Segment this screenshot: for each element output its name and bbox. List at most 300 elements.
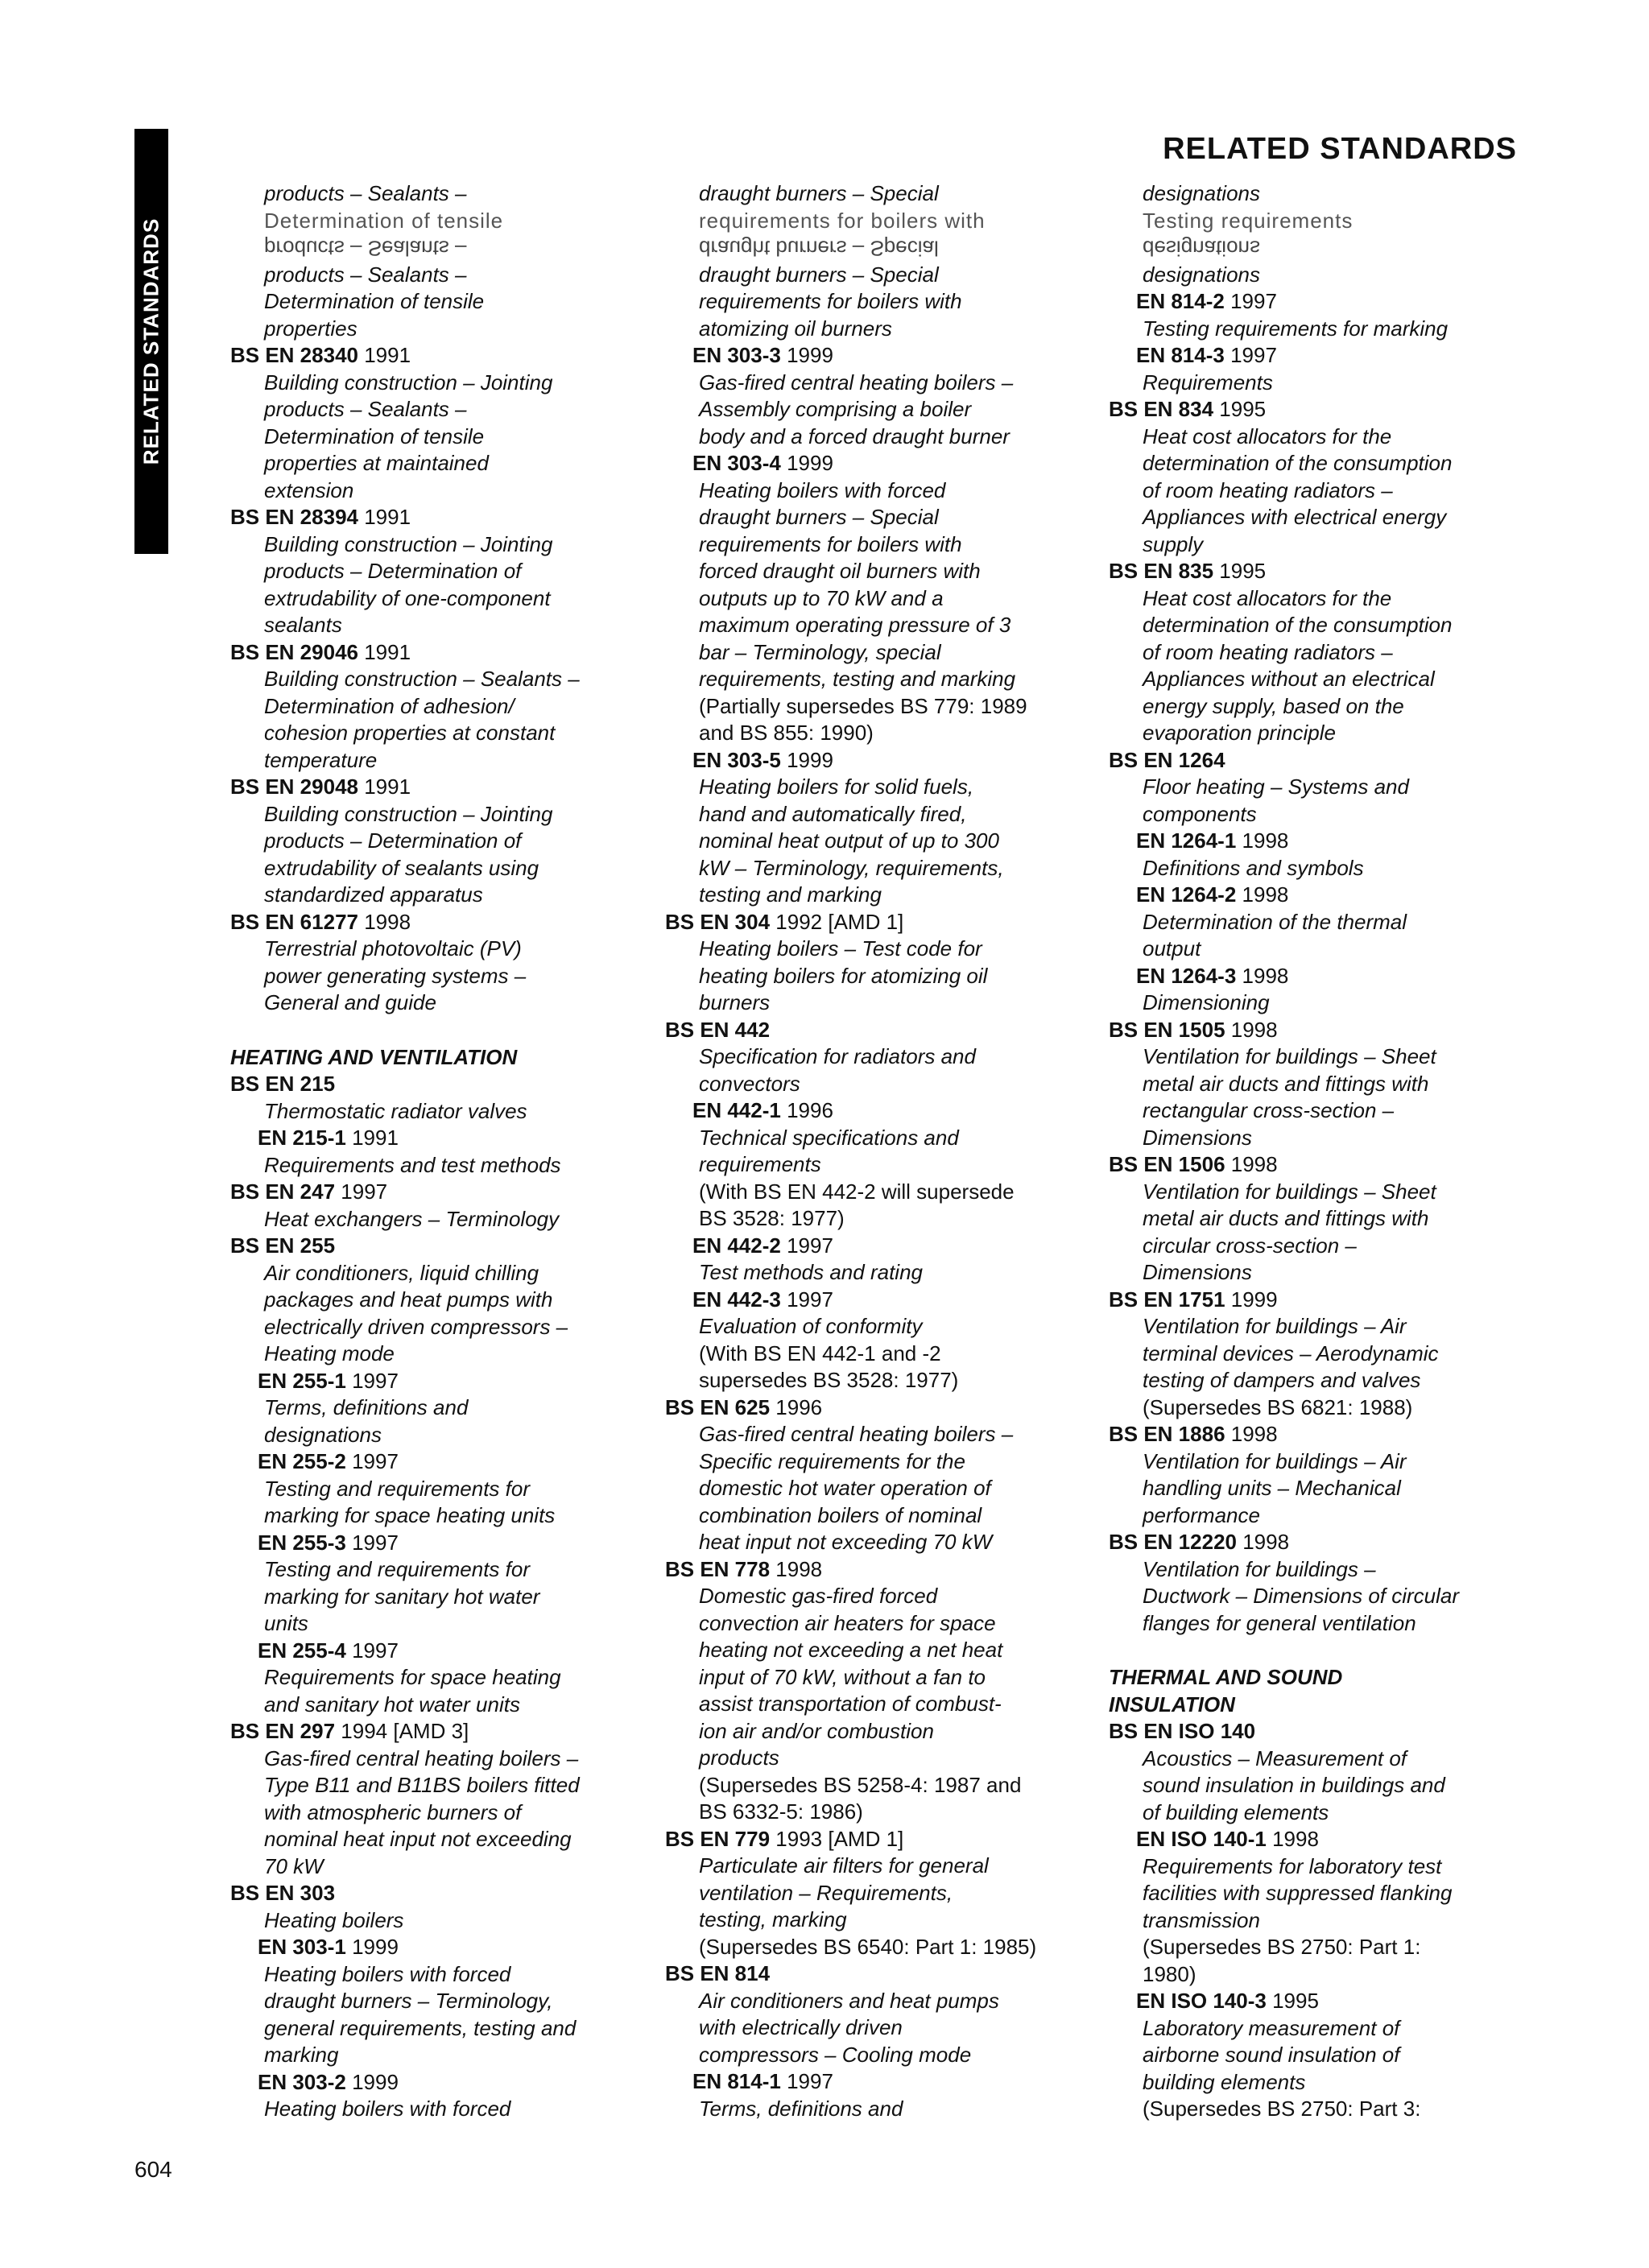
title-text: Specification for radiators and (699, 1044, 976, 1068)
title-text: of room heating radiators – (1143, 477, 1393, 502)
sub-standard-code (1109, 963, 1544, 990)
code: EN 303-3 (692, 343, 781, 367)
mirrored-text-content: products – Sealants – (264, 236, 467, 261)
title-text: temperature (264, 747, 378, 772)
year: 1998 (1225, 1422, 1278, 1446)
title-text: Definitions and symbols (1143, 855, 1364, 880)
standard-code (230, 504, 665, 531)
title-text: metal air ducts and fittings with (1143, 1071, 1429, 1096)
sub-standard-code (665, 747, 1100, 775)
title-text: Dimensions (1143, 1260, 1252, 1284)
title-text: terminal devices – Aerodynamic (1143, 1341, 1439, 1365)
title-text: energy supply, based on the (1143, 693, 1404, 718)
note-text: (Supersedes BS 6821: 1988) (1143, 1394, 1413, 1419)
year: 1997 (1224, 343, 1277, 367)
title-text: Domestic gas-fired forced (699, 1584, 938, 1608)
title-text: nominal heat output of up to 300 (699, 828, 999, 853)
side-tab (134, 129, 168, 554)
standard-code (230, 1718, 665, 1745)
title-text: properties (264, 316, 357, 341)
title-text: Testing requirements for marking (1143, 316, 1449, 341)
standard-code (665, 1556, 1100, 1584)
code: BS EN 1506 (1109, 1152, 1225, 1176)
code: EN 442-3 (692, 1287, 781, 1312)
title-text: General and guide (264, 990, 436, 1014)
sub-standard-code (230, 1368, 665, 1395)
title-text: heating not exceeding a net heat (699, 1638, 1003, 1662)
title-text: hand and automatically fired, (699, 801, 967, 826)
title-text: products – Sealants – (264, 262, 467, 287)
mirrored-text (1109, 234, 1544, 262)
code: BS EN 297 (230, 1719, 336, 1743)
title-text: Air conditioners, liquid chilling (264, 1260, 539, 1285)
standard-code (230, 1179, 665, 1206)
year: 1998 (770, 1556, 823, 1581)
section-heading: INSULATION (1109, 1692, 1235, 1716)
title-text: power generating systems – (264, 963, 527, 988)
standard-code (665, 909, 1100, 936)
year: 1991 (345, 1126, 399, 1150)
title-text: Ventilation for buildings – Sheet (1143, 1179, 1436, 1204)
code: EN 303-2 (258, 2069, 346, 2094)
note-text: supersedes BS 3528: 1977) (699, 1368, 959, 1392)
code: BS EN 28394 (230, 505, 358, 529)
year: 1997 (1224, 289, 1277, 313)
title-text: products – Sealants – (264, 181, 467, 205)
standard-code (230, 1071, 665, 1098)
title-text: compressors – Cooling mode (699, 2042, 972, 2067)
code: BS EN 28340 (230, 343, 358, 367)
year: 1991 (357, 775, 411, 799)
code: BS EN 778 (665, 1556, 771, 1581)
title-text: and sanitary hot water units (264, 1692, 520, 1716)
title-text: bar – Terminology, special (699, 639, 941, 664)
section-heading: HEATING AND VENTILATION (230, 1044, 518, 1069)
title-text: heat input not exceeding 70 kW (699, 1530, 993, 1554)
year: 1997 (780, 2069, 833, 2093)
note-text: (Supersedes BS 5258-4: 1987 and (699, 1772, 1022, 1797)
code: EN 442-1 (692, 1098, 781, 1122)
title-text: sealants (264, 613, 342, 637)
title-text: domestic hot water operation of (699, 1476, 991, 1500)
mirrored-text-content: designations (1143, 236, 1260, 261)
title-text: Test methods and rating (699, 1260, 923, 1284)
code: EN 814-2 (1136, 289, 1225, 313)
note-text: (Partially supersedes BS 779: 1989 (699, 693, 1027, 718)
title-text: facilities with suppressed flanking (1143, 1881, 1453, 1905)
title-text: Heat cost allocators for the (1143, 585, 1392, 610)
title-text: Assembly comprising a boiler (699, 397, 972, 421)
sub-standard-code (230, 1934, 665, 1961)
standard-code (1109, 1421, 1544, 1448)
title-text: Heating boilers with forced (264, 1961, 511, 1986)
title-text: Requirements (1143, 370, 1273, 395)
code: EN 303-5 (692, 747, 781, 772)
title-text: Building construction – Sealants – (264, 667, 580, 691)
title-text: Heating boilers with forced (264, 2097, 511, 2121)
title-text: supply (1143, 531, 1204, 556)
title-text: Heating boilers with forced (699, 477, 946, 502)
title-text: Dimensioning (1143, 990, 1270, 1014)
title-text: packages and heat pumps with (264, 1287, 553, 1312)
garbled-text: requirements for boilers with (699, 208, 986, 233)
code: BS EN 1264 (1109, 747, 1225, 772)
year: 1997 (335, 1179, 388, 1204)
title-text: with electrically driven (699, 2015, 903, 2039)
standard-code (230, 1880, 665, 1907)
year: 1991 (357, 505, 411, 529)
title-text: requirements for boilers with (699, 531, 962, 556)
year: 1999 (1225, 1287, 1278, 1312)
mirrored-text (665, 234, 1100, 262)
note-text: BS 6332-5: 1986) (699, 1799, 863, 1824)
code: EN 442-2 (692, 1233, 781, 1258)
sub-standard-code (230, 1638, 665, 1665)
year: 1991 (357, 343, 411, 367)
code: EN ISO 140-1 (1136, 1827, 1267, 1851)
title-text: extrudability of one-component (264, 585, 551, 610)
standard-code (1109, 1287, 1544, 1314)
mirrored-text-content: draught burners – Special (699, 236, 939, 261)
sub-standard-code (665, 1287, 1100, 1314)
title-text: heating boilers for atomizing oil (699, 963, 988, 988)
title-text: Gas-fired central heating boilers – (699, 370, 1014, 395)
title-text: electrically driven compressors – (264, 1314, 568, 1339)
code: BS EN 247 (230, 1179, 336, 1204)
title-text: Heat exchangers – Terminology (264, 1206, 560, 1231)
year: 1998 (1236, 882, 1289, 907)
standard-code (1109, 1718, 1544, 1745)
code: BS EN 304 (665, 909, 771, 934)
title-text: of room heating radiators – (1143, 639, 1393, 664)
title-text: cohesion properties at constant (264, 721, 556, 745)
year: 1999 (780, 747, 833, 772)
title-text: Thermostatic radiator valves (264, 1098, 527, 1123)
code: EN 255-1 (258, 1368, 346, 1393)
title-text: Appliances without an electrical (1143, 667, 1435, 691)
standard-code (1109, 396, 1544, 423)
column-2 (665, 180, 1100, 2122)
standard-code (230, 909, 665, 936)
sub-standard-code (665, 342, 1100, 370)
title-text: determination of the consumption (1143, 613, 1453, 637)
note-text: and BS 855: 1990) (699, 721, 874, 745)
title-text: ventilation – Requirements, (699, 1880, 953, 1905)
sub-standard-code (230, 1125, 665, 1152)
title-text: Building construction – Jointing (264, 531, 553, 556)
title-text: assist transportation of combust- (699, 1692, 1002, 1716)
year: 1998 (1236, 1530, 1290, 1554)
title-text: Terms, definitions and (699, 2096, 903, 2121)
title-text: sound insulation in buildings and (1143, 1773, 1445, 1797)
title-text: Terms, definitions and (264, 1395, 469, 1419)
title-text: Heating boilers – Test code for (699, 936, 982, 960)
title-text: Determination of adhesion/ (264, 693, 515, 718)
title-text: Acoustics – Measurement of (1143, 1745, 1407, 1770)
title-text: Requirements for laboratory test (1143, 1853, 1442, 1878)
title-text: marking (264, 2043, 339, 2067)
title-text: properties at maintained (264, 451, 489, 475)
code: BS EN 814 (665, 1961, 771, 1985)
note-text: (With BS EN 442-1 and -2 (699, 1341, 941, 1365)
title-text: rectangular cross-section – (1143, 1098, 1395, 1122)
column-3 (1109, 180, 1544, 2123)
title-text: Testing and requirements for (264, 1476, 531, 1501)
title-text: airborne sound insulation of (1143, 2043, 1400, 2067)
standard-code (665, 1826, 1100, 1853)
title-text: Ventilation for buildings – (1143, 1556, 1376, 1581)
title-text: Heating mode (264, 1341, 395, 1365)
code: BS EN 442 (665, 1017, 771, 1042)
title-text: draught burners – Special (699, 181, 939, 205)
title-text: designations (264, 1422, 382, 1447)
title-text: convection air heaters for space (699, 1610, 996, 1635)
note-text: (Supersedes BS 6540: Part 1: 1985) (699, 1934, 1037, 1959)
year: 1998 (1225, 1017, 1278, 1042)
note-text: (Supersedes BS 2750: Part 1: (1143, 1935, 1421, 1959)
title-text: metal air ducts and fittings with (1143, 1206, 1429, 1230)
year: 1998 (1236, 963, 1289, 988)
title-text: flanges for general ventilation (1143, 1610, 1416, 1635)
code: BS EN 625 (665, 1394, 771, 1419)
column-1 (230, 180, 665, 2123)
title-text: testing, marking (699, 1907, 847, 1931)
code: BS EN 1751 (1109, 1287, 1225, 1312)
title-text: with atmospheric burners of (264, 1799, 522, 1824)
year: 1998 (1266, 1827, 1319, 1851)
year: 1999 (780, 451, 833, 475)
title-text: Laboratory measurement of (1143, 2015, 1400, 2040)
title-text: Requirements and test methods (264, 1152, 561, 1177)
code: BS EN 215 (230, 1072, 336, 1096)
title-text: Evaluation of conformity (699, 1314, 923, 1338)
title-text: kW – Terminology, requirements, (699, 855, 1004, 880)
sub-standard-code (230, 1448, 665, 1476)
title-text: forced draught oil burners with (699, 559, 981, 583)
year: 1997 (345, 1368, 399, 1393)
title-text: Heat cost allocators for the (1143, 423, 1392, 448)
title-text: designations (1143, 262, 1260, 287)
title-text: determination of the consumption (1143, 451, 1453, 475)
code: BS EN 1505 (1109, 1017, 1225, 1042)
standard-code (1109, 747, 1544, 775)
title-text: Ductwork – Dimensions of circular (1143, 1584, 1460, 1608)
page-number: 604 (134, 2157, 172, 2182)
year: 1991 (357, 639, 411, 664)
code: EN 303-4 (692, 451, 781, 475)
standard-code (230, 639, 665, 667)
year: 1992 [AMD 1] (770, 909, 904, 934)
code: EN 1264-2 (1136, 882, 1237, 907)
year: 1997 (345, 1449, 399, 1473)
title-text: designations (1143, 181, 1260, 205)
title-text: Gas-fired central heating boilers – (699, 1422, 1014, 1446)
year: 1997 (780, 1287, 833, 1312)
year: 1994 [AMD 3] (335, 1719, 469, 1743)
title-text: requirements, testing and marking (699, 667, 1016, 691)
title-text: Requirements for space heating (264, 1665, 561, 1689)
note-text: BS 3528: 1977) (699, 1206, 845, 1230)
title-text: convectors (699, 1071, 800, 1096)
code: BS EN 12220 (1109, 1530, 1237, 1554)
standard-code (230, 1233, 665, 1260)
title-text: circular cross-section – (1143, 1233, 1357, 1258)
sub-standard-code (1109, 1988, 1544, 2015)
title-text: draught burners – Terminology, (264, 1989, 553, 2013)
title-text: products – Determination of (264, 559, 522, 583)
title-text: evaporation principle (1143, 721, 1336, 745)
sub-standard-code (1109, 288, 1544, 316)
title-text: requirements (699, 1152, 821, 1176)
code: BS EN 834 (1109, 397, 1214, 421)
sub-standard-code (1109, 828, 1544, 855)
year: 1993 [AMD 1] (770, 1826, 904, 1851)
code: EN 255-4 (258, 1638, 346, 1663)
year: 1999 (345, 2069, 399, 2094)
year: 1996 (770, 1394, 823, 1419)
title-text: products – Determination of (264, 828, 522, 853)
side-tab-label: RELATED STANDARDS (138, 217, 163, 465)
year: 1997 (345, 1638, 399, 1663)
title-text: draught burners – Special (699, 262, 939, 287)
note-text: 1980) (1143, 1961, 1196, 1986)
title-text: requirements for boilers with (699, 289, 962, 313)
title-text: Gas-fired central heating boilers – (264, 1745, 579, 1770)
note-text: (With BS EN 442-2 will supersede (699, 1179, 1015, 1204)
title-text: testing of dampers and valves (1143, 1368, 1421, 1392)
year: 1995 (1213, 559, 1267, 583)
year: 1995 (1266, 1989, 1319, 2013)
title-text: general requirements, testing and (264, 2015, 577, 2040)
sub-standard-code (230, 2069, 665, 2097)
title-text: products (699, 1745, 779, 1770)
title-text: Building construction – Jointing (264, 370, 553, 395)
code: BS EN 29048 (230, 775, 358, 799)
code: EN 255-2 (258, 1449, 346, 1473)
garbled-text: Determination of tensile (264, 208, 504, 233)
title-text: products – Sealants – (264, 397, 467, 421)
title-text: Determination of the thermal (1143, 909, 1407, 934)
title-text: marking for sanitary hot water (264, 1584, 540, 1609)
title-text: Ventilation for buildings – Air (1143, 1448, 1407, 1473)
sub-standard-code (230, 1530, 665, 1557)
title-text: outputs up to 70 kW and a (699, 585, 944, 610)
title-text: atomizing oil burners (699, 316, 892, 341)
garbled-text: Testing requirements (1143, 208, 1354, 233)
title-text: transmission (1143, 1907, 1260, 1932)
sub-standard-code (665, 2068, 1100, 2096)
year: 1997 (345, 1530, 399, 1555)
mirrored-text (230, 234, 665, 262)
code: EN 814-3 (1136, 343, 1225, 367)
title-text: burners (699, 990, 771, 1014)
code: EN 303-1 (258, 1935, 346, 1959)
title-text: Determination of tensile (264, 423, 485, 448)
title-text: 70 kW (264, 1853, 324, 1878)
code: EN ISO 140-3 (1136, 1989, 1267, 2013)
title-text: extrudability of sealants using (264, 855, 539, 880)
title-text: output (1143, 936, 1201, 960)
sub-standard-code (1109, 882, 1544, 909)
code: BS EN 1886 (1109, 1422, 1225, 1446)
title-text: Determination of tensile (264, 289, 485, 313)
title-text: Appliances with electrical energy (1143, 505, 1447, 529)
code: EN 215-1 (258, 1126, 346, 1150)
code: BS EN 835 (1109, 559, 1214, 583)
title-text: extension (264, 477, 354, 502)
title-text: Ventilation for buildings – Air (1143, 1314, 1407, 1338)
year: 1999 (780, 343, 833, 367)
code: BS EN 61277 (230, 909, 358, 934)
year: 1998 (1236, 828, 1289, 853)
section-heading: THERMAL AND SOUND (1109, 1665, 1343, 1689)
sub-standard-code (1109, 1826, 1544, 1853)
title-text: input of 70 kW, without a fan to (699, 1664, 986, 1689)
title-text: maximum operating pressure of 3 (699, 613, 1011, 637)
title-text: Heating boilers for solid fuels, (699, 775, 974, 799)
title-text: draught burners – Special (699, 505, 939, 529)
standard-code (665, 1394, 1100, 1422)
title-text: Testing and requirements for (264, 1557, 531, 1581)
title-text: Technical specifications and (699, 1125, 959, 1150)
title-text: Ventilation for buildings – Sheet (1143, 1044, 1436, 1068)
title-text: Dimensions (1143, 1125, 1252, 1150)
title-text: body and a forced draught burner (699, 423, 1010, 448)
title-text: Particulate air filters for general (699, 1853, 989, 1878)
standard-code (665, 1960, 1100, 1988)
title-text: Floor heating – Systems and (1143, 775, 1409, 799)
sub-standard-code (665, 450, 1100, 477)
title-text: components (1143, 801, 1257, 826)
code: EN 1264-3 (1136, 963, 1237, 988)
title-text: handling units – Mechanical (1143, 1476, 1401, 1500)
note-text: (Supersedes BS 2750: Part 3: (1143, 2097, 1421, 2121)
title-text: testing and marking (699, 882, 882, 907)
sub-standard-code (665, 1233, 1100, 1260)
title-text: standardized apparatus (264, 882, 483, 907)
standard-code (1109, 1151, 1544, 1179)
title-text: Terrestrial photovoltaic (PV) (264, 936, 522, 960)
standard-code (665, 1017, 1100, 1044)
year: 1998 (357, 909, 411, 934)
code: BS EN 779 (665, 1826, 771, 1851)
title-text: Building construction – Jointing (264, 801, 553, 826)
title-text: Heating boilers (264, 1907, 404, 1932)
code: EN 1264-1 (1136, 828, 1237, 853)
title-text: Specific requirements for the (699, 1448, 965, 1473)
code: EN 814-1 (692, 2069, 781, 2093)
code: BS EN 303 (230, 1881, 336, 1905)
title-text: of building elements (1143, 1799, 1329, 1824)
title-text: Air conditioners and heat pumps (699, 1988, 999, 2013)
standard-code (230, 774, 665, 801)
sub-standard-code (1109, 342, 1544, 370)
year: 1999 (345, 1935, 399, 1959)
title-text: ion air and/or combustion (699, 1718, 934, 1743)
title-text: units (264, 1611, 308, 1635)
code: BS EN 29046 (230, 639, 358, 664)
year: 1995 (1213, 397, 1267, 421)
title-text: Type B11 and B11BS boilers fitted (264, 1773, 580, 1797)
title-text: building elements (1143, 2069, 1306, 2094)
standard-code (1109, 558, 1544, 585)
code: BS EN ISO 140 (1109, 1719, 1256, 1743)
title-text: marking for space heating units (264, 1503, 556, 1527)
page-header: RELATED STANDARDS (1163, 132, 1517, 166)
title-text: combination boilers of nominal (699, 1502, 982, 1527)
standard-code (1109, 1017, 1544, 1044)
standard-code (230, 342, 665, 370)
